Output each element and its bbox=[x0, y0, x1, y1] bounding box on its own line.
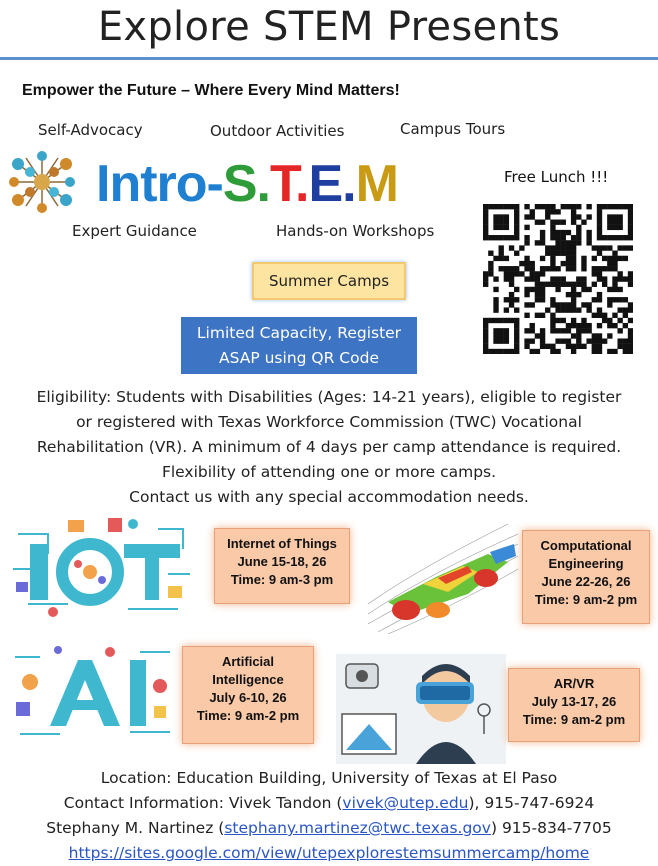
page-title: Explore STEM Presents bbox=[97, 4, 561, 50]
camp-dates: July 13-17, 26 bbox=[531, 694, 617, 709]
qr-code[interactable] bbox=[483, 204, 633, 354]
contact-line-stephany: Stephany M. Nartinez (stephany.martinez@twc.texas.gov) 915-834-7705 bbox=[46, 819, 612, 837]
limited-line-2: ASAP using QR Code bbox=[219, 349, 379, 367]
camp-dates: June 22-26, 26 bbox=[541, 574, 631, 589]
program-title: Intro-S.T.E.M bbox=[96, 155, 398, 213]
feature-hands-on-workshops: Hands-on Workshops bbox=[276, 222, 435, 240]
free-lunch-text: Free Lunch !!! bbox=[504, 168, 609, 186]
camp-name: Engineering bbox=[548, 556, 624, 571]
camp-ai-box bbox=[182, 646, 314, 744]
camp-name: Internet of Things bbox=[227, 536, 337, 551]
limited-capacity-banner bbox=[181, 317, 417, 374]
feature-expert-guidance: Expert Guidance bbox=[72, 222, 197, 240]
header-divider bbox=[0, 57, 658, 60]
feature-self-advocacy: Self-Advocacy bbox=[38, 121, 143, 139]
camp-computational-box bbox=[522, 530, 650, 624]
eligibility-line: Eligibility: Students with Disabilities (Ages: 14-21 years), eligible to register bbox=[36, 388, 622, 406]
limited-line-1: Limited Capacity, Register bbox=[196, 324, 402, 342]
camp-time: Time: 9 am-2 pm bbox=[522, 712, 626, 727]
eligibility-line: Flexibility of attending one or more camps. bbox=[161, 463, 497, 481]
camp-arvr-box bbox=[508, 668, 640, 742]
race-car-simulation-image bbox=[368, 514, 518, 634]
camp-time: Time: 9 am-2 pm bbox=[534, 592, 638, 607]
feature-outdoor-activities: Outdoor Activities bbox=[210, 122, 345, 140]
website-link[interactable]: https://sites.google.com/view/utepexplorestemsummercamp/home bbox=[68, 844, 590, 862]
camp-iot-box bbox=[214, 528, 350, 604]
camp-name: Computational bbox=[540, 538, 632, 553]
eligibility-line: or registered with Texas Workforce Commission (TWC) Vocational bbox=[76, 413, 582, 431]
camp-dates: July 6-10, 26 bbox=[209, 690, 287, 705]
location-text: Location: Education Building, University of Texas at El Paso bbox=[100, 769, 558, 787]
camp-time: Time: 9 am-2 pm bbox=[196, 708, 300, 723]
tagline: Empower the Future – Where Every Mind Matters! bbox=[22, 82, 400, 99]
eligibility-text bbox=[0, 385, 658, 510]
camp-name: Intelligence bbox=[212, 672, 284, 687]
eligibility-line: Rehabilitation (VR). A minimum of 4 days per camp attendance is required. bbox=[36, 438, 622, 456]
camp-name: Artificial bbox=[221, 654, 274, 669]
email-link-vivek[interactable]: vivek@utep.edu bbox=[342, 794, 469, 812]
contact-line-vivek: Contact Information: Vivek Tandon (vivek@utep.edu), 915-747-6924 bbox=[63, 794, 595, 812]
molecule-logo bbox=[6, 150, 78, 214]
email-link-stephany[interactable]: stephany.martinez@twc.texas.gov bbox=[224, 819, 491, 837]
iot-illustration bbox=[8, 514, 193, 622]
vr-headset-illustration bbox=[336, 654, 506, 764]
contact-section bbox=[0, 766, 658, 866]
feature-campus-tours: Campus Tours bbox=[400, 120, 506, 138]
camp-time: Time: 9 am-3 pm bbox=[230, 572, 334, 587]
eligibility-line: Contact us with any special accommodation needs. bbox=[129, 488, 529, 506]
summer-camps-button[interactable]: Summer Camps bbox=[252, 262, 406, 300]
camp-dates: June 15-18, 26 bbox=[237, 554, 327, 569]
ai-illustration bbox=[10, 642, 178, 742]
camp-name: AR/VR bbox=[553, 676, 595, 691]
